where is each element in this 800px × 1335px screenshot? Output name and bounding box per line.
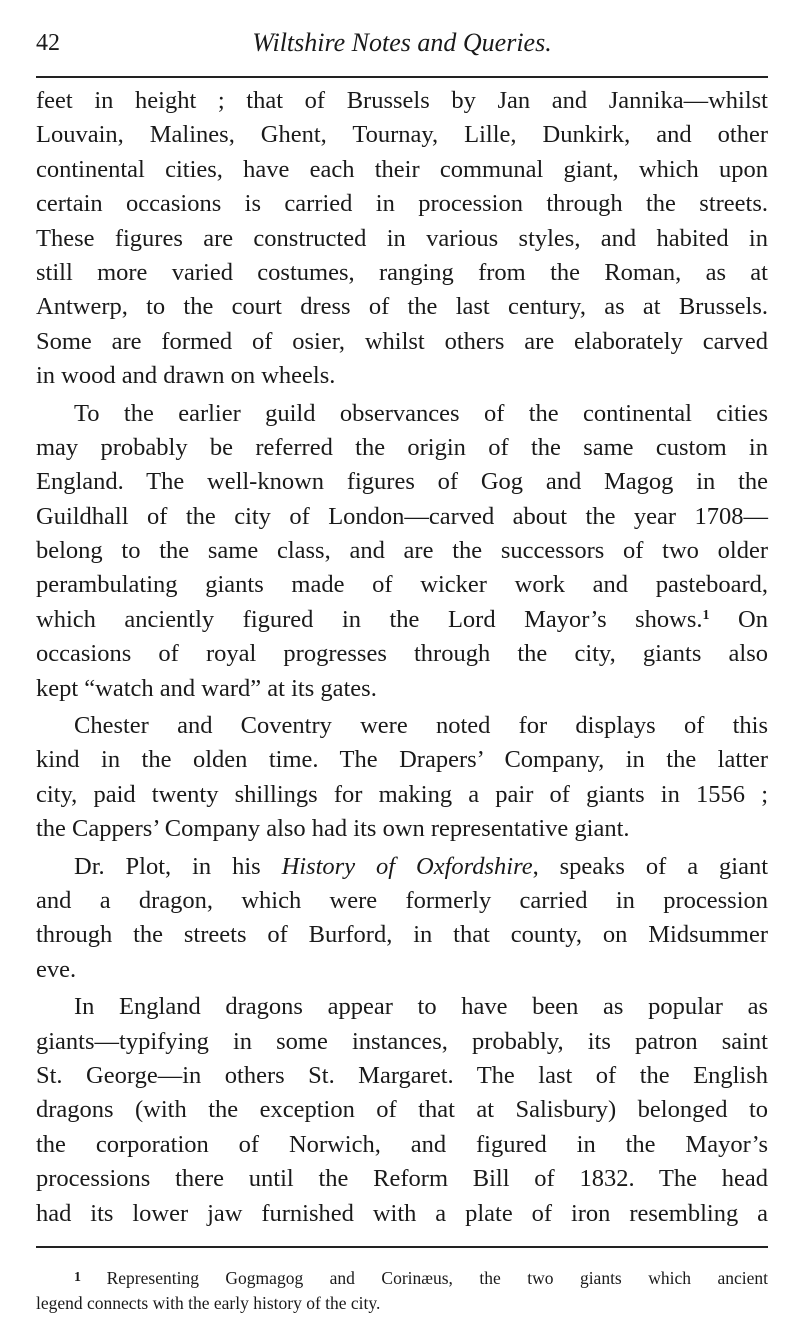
footnote-marker: 1 — [74, 1270, 107, 1285]
text-segment: Dr. Plot, in his — [74, 852, 282, 880]
running-title: Wiltshire Notes and Queries. — [252, 28, 552, 57]
page-number: 42 — [36, 30, 60, 56]
text-line: and a dragon, which were formerly carried in procession — [36, 886, 768, 914]
text-segment: which anciently figured in the Lord Mayor’s shows. — [36, 605, 703, 633]
text-line: kind in the olden time. The Drapers’ Company, in the latter — [36, 746, 768, 774]
text-line: had its lower jaw furnished with a plate of iron resembling a — [36, 1199, 768, 1227]
text-line: continental cities, have each their communal giant, which upon — [36, 155, 768, 183]
text-line: certain occasions is carried in procession through the streets. — [36, 190, 768, 218]
paragraph — [36, 990, 768, 1231]
text-line — [36, 603, 768, 637]
footnote-reference: 1 — [702, 607, 710, 623]
footnote-rule — [36, 1246, 768, 1248]
text-line: dragons (with the exception of that at Salisbury) belonged to — [36, 1096, 768, 1124]
text-line: England. The well-known figures of Gog and Magog in the — [36, 468, 768, 496]
text-line: may probably be referred the origin of the same custom in — [36, 433, 768, 461]
italic-title: History of Oxfordshire — [281, 852, 533, 880]
body-text — [36, 84, 768, 1234]
running-header — [36, 28, 768, 64]
paragraph — [36, 84, 768, 394]
text-line: In England dragons appear to have been as popular as — [74, 993, 768, 1021]
text-segment: On — [709, 605, 768, 633]
text-line: occasions of royal progresses through the city, giants also — [36, 640, 768, 668]
footnote-line: legend connects with the early history of the city. — [36, 1293, 381, 1313]
text-line: city, paid twenty shillings for making a pair of giants in 1556 ; — [36, 780, 768, 808]
text-line: Antwerp, to the court dress of the last century, as at Brussels. — [36, 293, 768, 321]
paragraph — [36, 397, 768, 707]
text-segment: , speaks of a giant — [532, 852, 769, 880]
text-line: Some are formed of osier, whilst others are elaborately carved — [36, 327, 768, 355]
paragraph — [36, 709, 768, 847]
text-line: St. George—in others St. Margaret. The last of the English — [36, 1061, 768, 1089]
text-line: still more varied costumes, ranging from the Roman, as at — [36, 258, 768, 286]
text-line: eve. — [36, 955, 77, 983]
text-line: To the earlier guild observances of the continental cities — [74, 399, 768, 427]
header-rule — [36, 76, 768, 78]
text-line: kept “watch and ward” at its gates. — [36, 674, 377, 702]
footnote — [36, 1265, 768, 1316]
text-line: belong to the same class, and are the successors of two older — [36, 537, 768, 565]
text-line: feet in height ; that of Brussels by Jan and Jannika—whilst — [36, 87, 768, 114]
text-line: These figures are constructed in various styles, and habited in — [36, 224, 768, 252]
text-line: Louvain, Malines, Ghent, Tournay, Lille, Dunkirk, and other — [36, 121, 768, 149]
text-line: in wood and drawn on wheels. — [36, 362, 336, 390]
text-line: through the streets of Burford, in that county, on Midsummer — [36, 921, 768, 949]
text-line — [36, 850, 768, 884]
text-line: giants—typifying in some instances, probably, its patron saint — [36, 1027, 768, 1055]
text-line: the Cappers’ Company also had its own representative giant. — [36, 815, 630, 843]
text-line: the corporation of Norwich, and figured in the Mayor’s — [36, 1130, 768, 1158]
paragraph — [36, 850, 768, 988]
text-line: Chester and Coventry were noted for displays of this — [74, 712, 768, 740]
footnote-line: 1 Representing Gogmagog and Corinæus, the two giants which ancient — [74, 1268, 768, 1288]
text-line: Guildhall of the city of London—carved about the year 1708— — [36, 502, 768, 530]
text-line: processions there until the Reform Bill of 1832. The head — [36, 1165, 768, 1193]
text-line: perambulating giants made of wicker work and pasteboard, — [36, 571, 768, 599]
